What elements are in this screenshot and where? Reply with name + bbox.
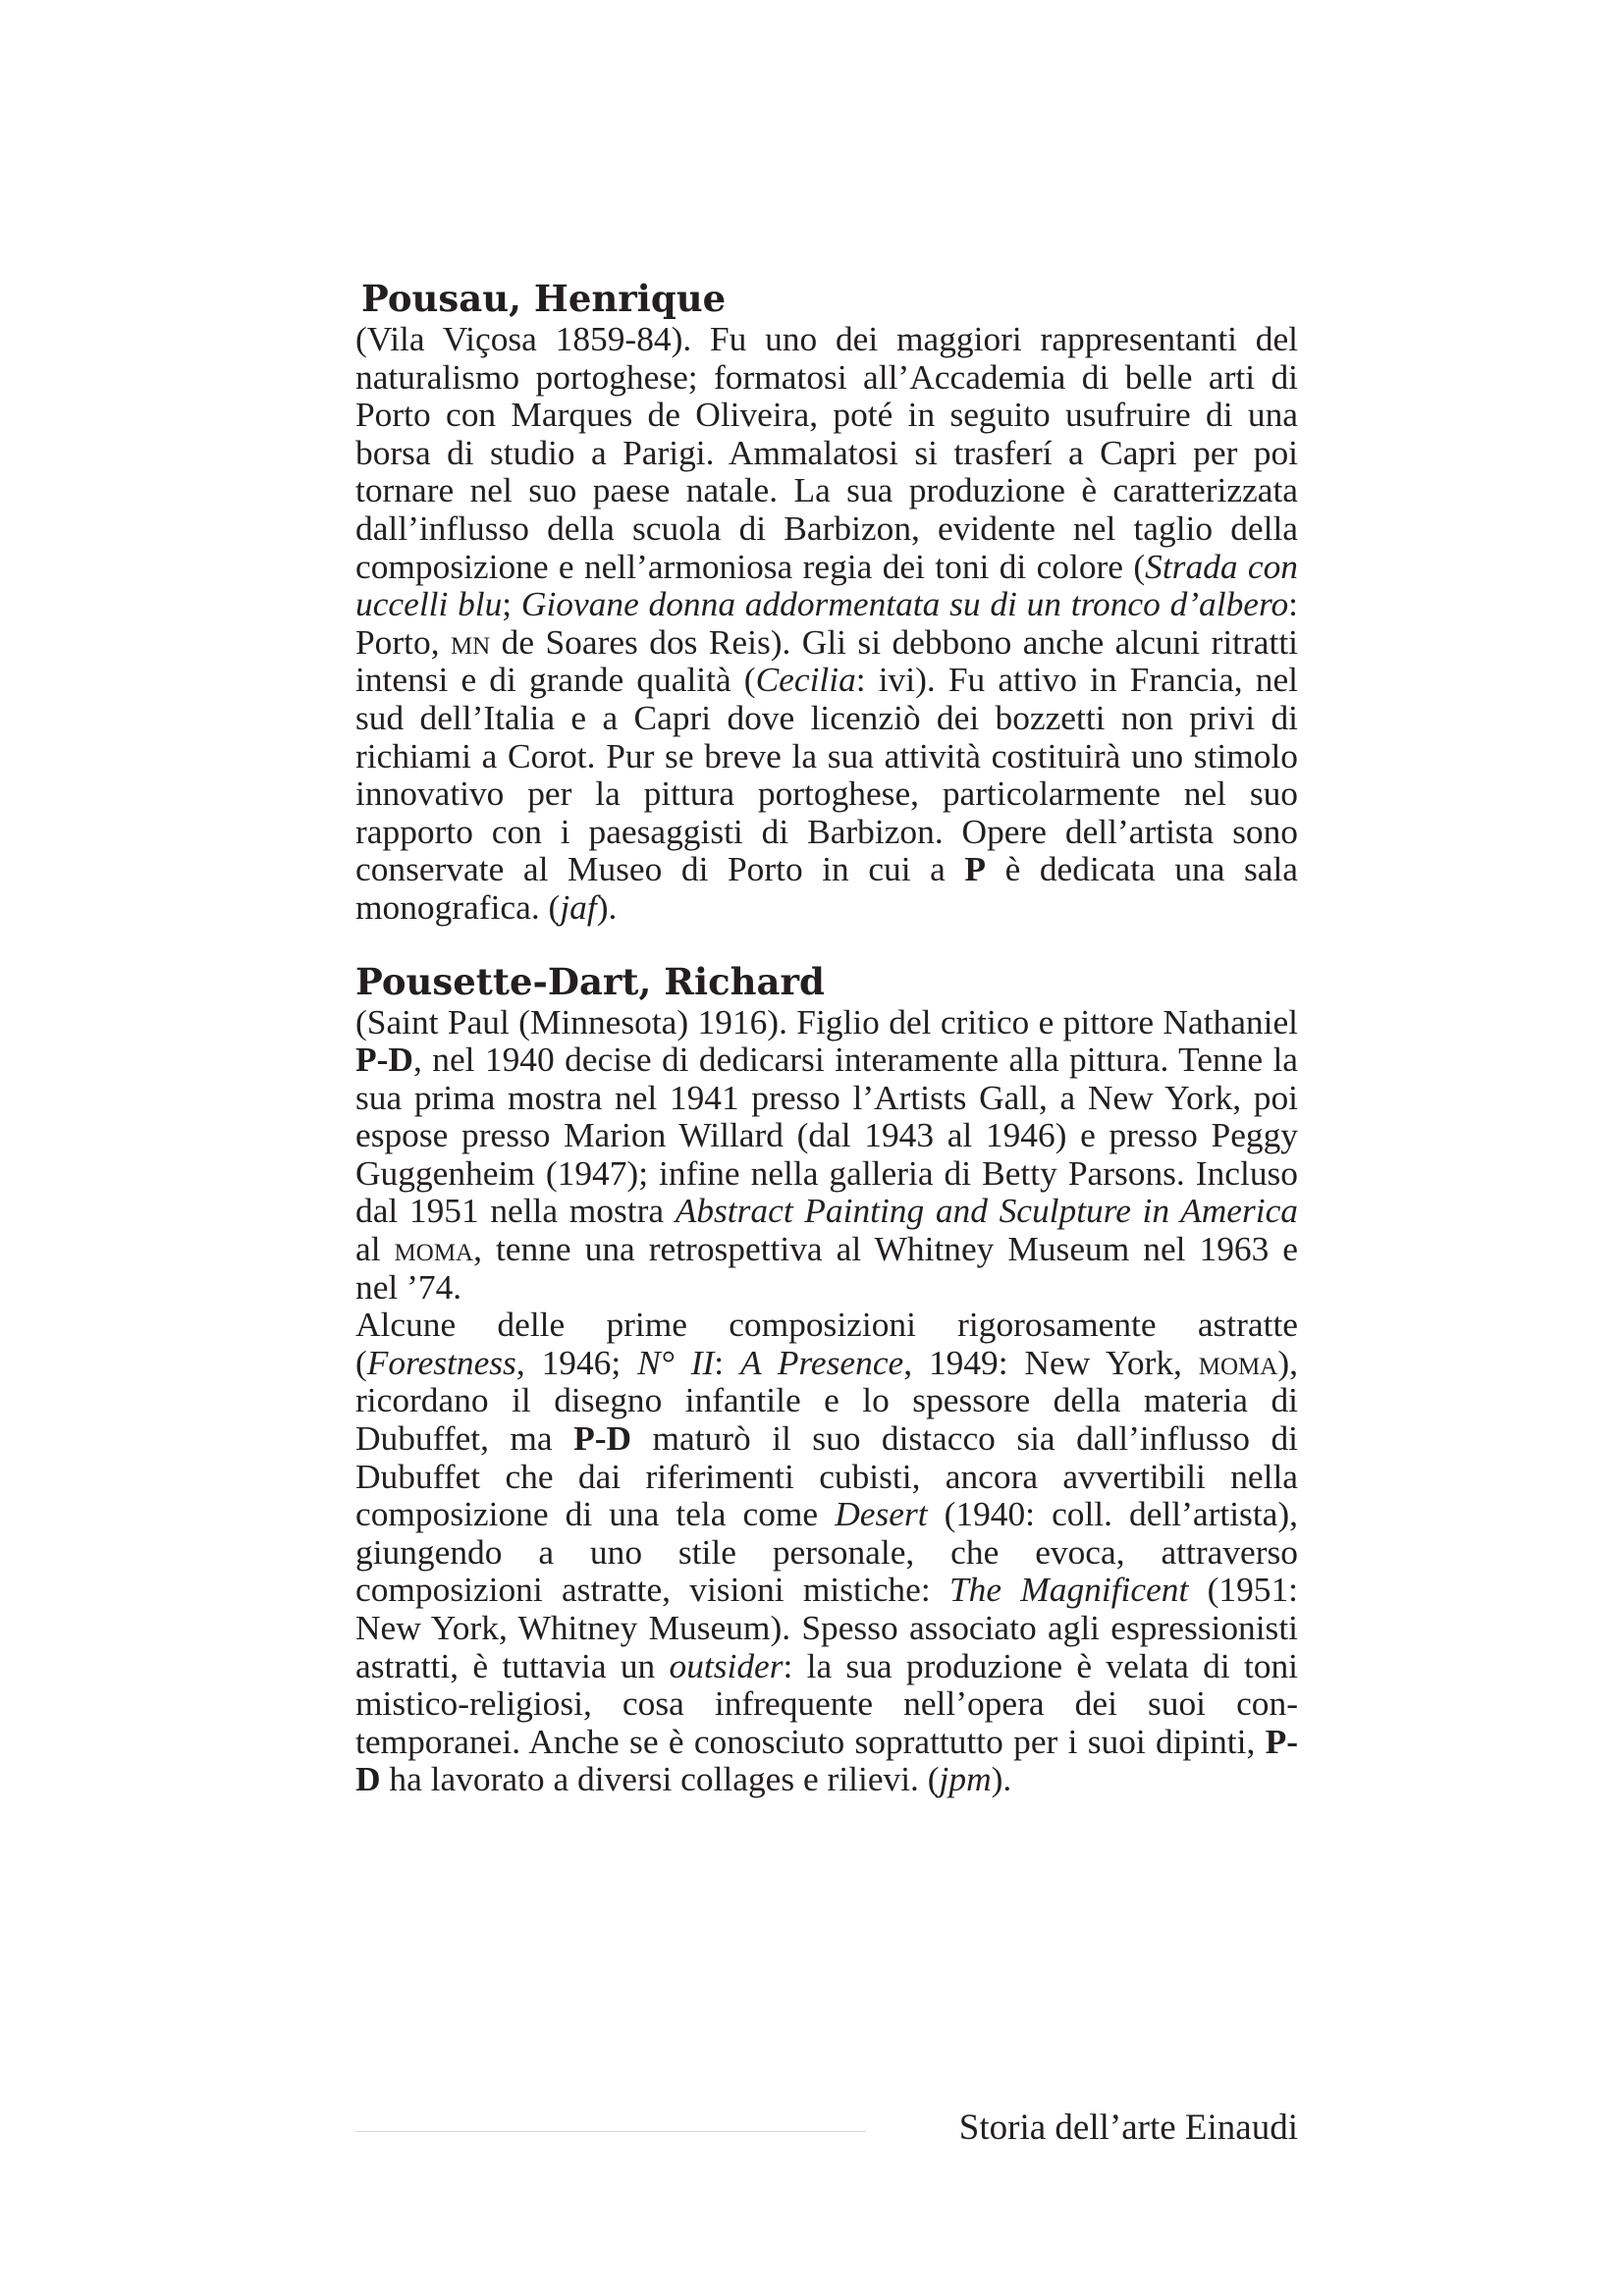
- text-segment: mn: [450, 621, 491, 662]
- text-segment: (Saint Paul (Minnesota) 1916). Figlio del critico e pittore Nathaniel: [355, 1001, 1298, 1041]
- text-segment: de Soares dos Reis). Gli si debbono anche alcuni ritratti intensi e di grande qualità (: [355, 621, 1298, 700]
- text-segment: ;: [502, 584, 521, 624]
- text-segment: outsider: [669, 1645, 784, 1685]
- text-segment: (Vila Viçosa 1859-84). Fu uno dei maggiori rappresentanti del naturalismo portoghese; formatosi all’Accademia di belle arti di Porto con Marques de Oliveira, poté in seguito usufruire di una borsa di studio a Parigi. Ammalatosi si trasferí a Capri per poi tornare nel suo paese natale. La sua produzione è caratterizzata dall’influsso della scuola di Barbizon, evidente nel taglio della composizione e nell’armoniosa regia dei toni di colore (: [355, 319, 1298, 586]
- text-segment: (1951: New York, Whitney Museum). Spesso associato agli espressionisti astratti, è tuttavia un: [355, 1570, 1298, 1685]
- text-segment: ha lavorato a diversi collages e rilievi. (: [380, 1759, 940, 1799]
- text-segment: (1940: coll. dell’artista), giungendo a uno stile personale, che evoca, attraverso composizioni astratte, visioni mistiche:: [355, 1494, 1299, 1610]
- text-segment: , 1946;: [515, 1342, 638, 1382]
- text-segment: al: [355, 1229, 395, 1269]
- text-segment: maturò il suo distacco sia dall’influsso di Dubuffet che dai riferimenti cubisti, ancora avvertibili nella composizione di una tela come: [355, 1418, 1298, 1534]
- text-segment: P: [964, 849, 987, 889]
- entry-title: Pousette-Dart, Richard: [355, 959, 825, 1003]
- text-segment: :: [714, 1342, 740, 1382]
- text-segment: Giovane donna addormentata su di un tronco d’albero: [520, 584, 1289, 624]
- text-segment: P-D: [355, 1721, 1298, 1799]
- text-segment: è dedicata una sala monografica. (: [355, 849, 1298, 927]
- text-segment: , 1949: New York,: [903, 1342, 1199, 1382]
- entry-paragraph: [355, 1306, 1298, 1798]
- text-segment: Cecilia: [755, 660, 856, 700]
- text-segment: P-D: [355, 1040, 413, 1080]
- text-segment: ).: [991, 1759, 1012, 1799]
- text-segment: jaf: [560, 886, 597, 927]
- footer-title: Storia dell’arte Einaudi: [958, 2108, 1298, 2148]
- text-segment: moma: [1198, 1342, 1278, 1382]
- text-segment: , nel 1940 decise di dedicarsi interamente alla pittura. Tenne la sua prima mostra nel 1941 presso l’Artists Gall, a New York, poi espose presso Marion Willard (dal 1943 al 1946) e presso Peggy Guggenheim (1947); infine nella galleria di Betty Parsons. Incluso dal 1951 nella mostra: [355, 1040, 1298, 1231]
- text-segment: P-D: [573, 1418, 632, 1459]
- text-segment: Desert: [835, 1494, 928, 1534]
- text-segment: Strada con uccelli blu: [355, 546, 1298, 624]
- text-segment: Forestness: [366, 1342, 516, 1382]
- text-segment: : ivi). Fu attivo in Francia, nel sud dell’Italia e a Capri dove licenziò dei bozzetti non privi di richiami a Corot. Pur se breve la sua attività costituirà uno stimolo innovativo per la pittura portoghese, particolarmente nel suo rapporto con i paesaggisti di Barbizon. Opere dell’artista sono conservate al Museo di Porto in cui a: [355, 660, 1298, 889]
- text-segment: ), ricordano il disegno infantile e lo spessore della materia di Dubuffet, ma: [355, 1342, 1298, 1459]
- text-segment: moma: [394, 1229, 474, 1269]
- text-segment: , tenne una retrospettiva al Whitney Museum nel 1963 e nel ’74.: [355, 1229, 1298, 1307]
- footer-rule: [355, 2131, 866, 2132]
- text-segment: A Presence: [740, 1342, 904, 1382]
- text-segment: Alcune delle prime composizioni rigorosamente astratte (: [355, 1305, 1298, 1382]
- text-segment: : la sua produzione è velata di toni mistico-religiosi, cosa infrequente nell’opera dei suoi contemporanei. Anche se è conosciuto soprattutto per i suoi dipinti,: [355, 1645, 1299, 1761]
- text-segment: N° II: [637, 1342, 715, 1382]
- entries-column: [355, 277, 1298, 1832]
- text-segment: : Porto,: [355, 584, 1298, 662]
- entry-paragraph: [355, 1003, 1298, 1307]
- entry-pousau: [355, 277, 1298, 927]
- page-footer: [355, 2107, 1298, 2154]
- text-segment: jpm: [939, 1759, 992, 1799]
- text-segment: The Magnificent: [948, 1570, 1189, 1610]
- text-segment: Abstract Painting and Sculpture in America: [675, 1191, 1298, 1231]
- entry-pousette-dart: [355, 960, 1298, 1798]
- entry-title: Pousau, Henrique: [361, 277, 727, 320]
- entry-paragraph: [355, 320, 1298, 927]
- text-segment: ).: [596, 886, 618, 927]
